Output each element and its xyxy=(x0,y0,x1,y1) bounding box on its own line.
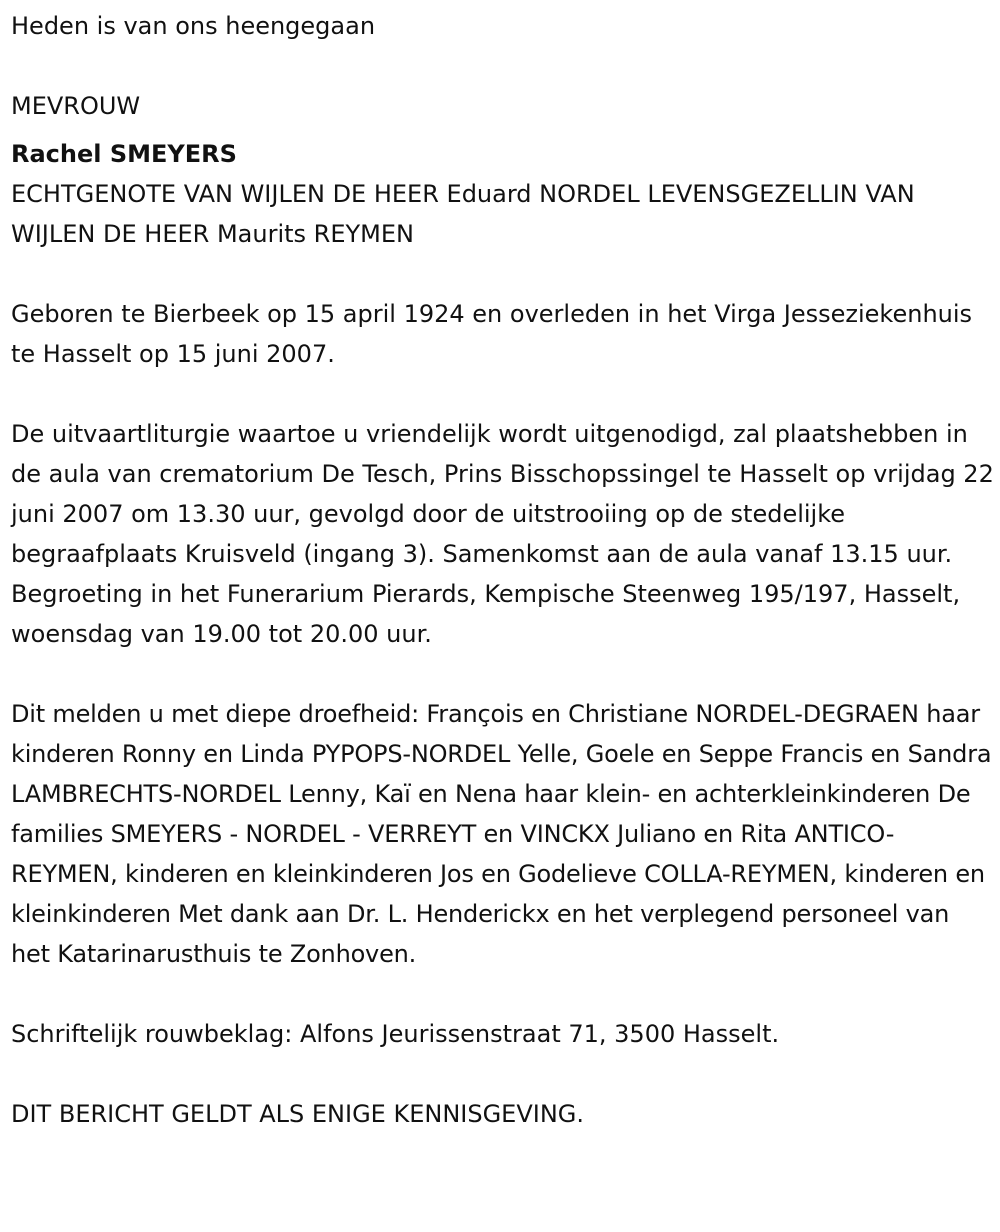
deceased-name: Rachel SMEYERS xyxy=(11,140,237,168)
relation-paragraph: ECHTGENOTE VAN WIJLEN DE HEER Eduard NORDEL LEVENSGEZELLIN VAN WIJLEN DE HEER Maurits REYMEN xyxy=(11,180,915,248)
funeral-paragraph: De uitvaartliturgie waartoe u vriendelijk wordt uitgenodigd, zal plaatshebben in de aula van crematorium De Tesch, Prins Bisschopssingel te Hasselt op vrijdag 22 juni 2007 om 13.30 uur, gevolgd door de uitstrooiing op de stedelijke begraafplaats Kruisveld (ingang 3). Samenkomst aan de aula vanaf 13.15 uur. Begroeting in het Funerarium Pierards, Kempische Steenweg 195/197, Hasselt, woensdag van 19.00 tot 20.00 uur. xyxy=(11,420,994,648)
birth-death-paragraph: Geboren te Bierbeek op 15 april 1924 en overleden in het Virga Jesseziekenhuis te Hasselt op 15 juni 2007. xyxy=(11,300,973,368)
intro-line: Heden is van ons heengegaan xyxy=(11,12,376,40)
title-line: MEVROUW xyxy=(11,92,141,120)
obituary-notice xyxy=(11,6,995,1134)
closing-statement: DIT BERICHT GELDT ALS ENIGE KENNISGEVING. xyxy=(11,1100,585,1128)
condolence-address: Schriftelijk rouwbeklag: Alfons Jeurissenstraat 71, 3500 Hasselt. xyxy=(11,1020,780,1048)
family-paragraph: Dit melden u met diepe droefheid: François en Christiane NORDEL-DEGRAEN haar kinderen Ronny en Linda PYPOPS-NORDEL Yelle, Goele en Seppe Francis en Sandra LAMBRECHTS-NORDEL Lenny, Kaï en Nena haar klein- en achterkleinkinderen De families SMEYERS - NORDEL - VERREYT en VINCKX Juliano en Rita ANTICO-REYMEN, kinderen en kleinkinderen Jos en Godelieve COLLA-REYMEN, kinderen en kleinkinderen Met dank aan Dr. L. Henderickx en het verplegend personeel van het Katarinarusthuis te Zonhoven. xyxy=(11,700,992,968)
